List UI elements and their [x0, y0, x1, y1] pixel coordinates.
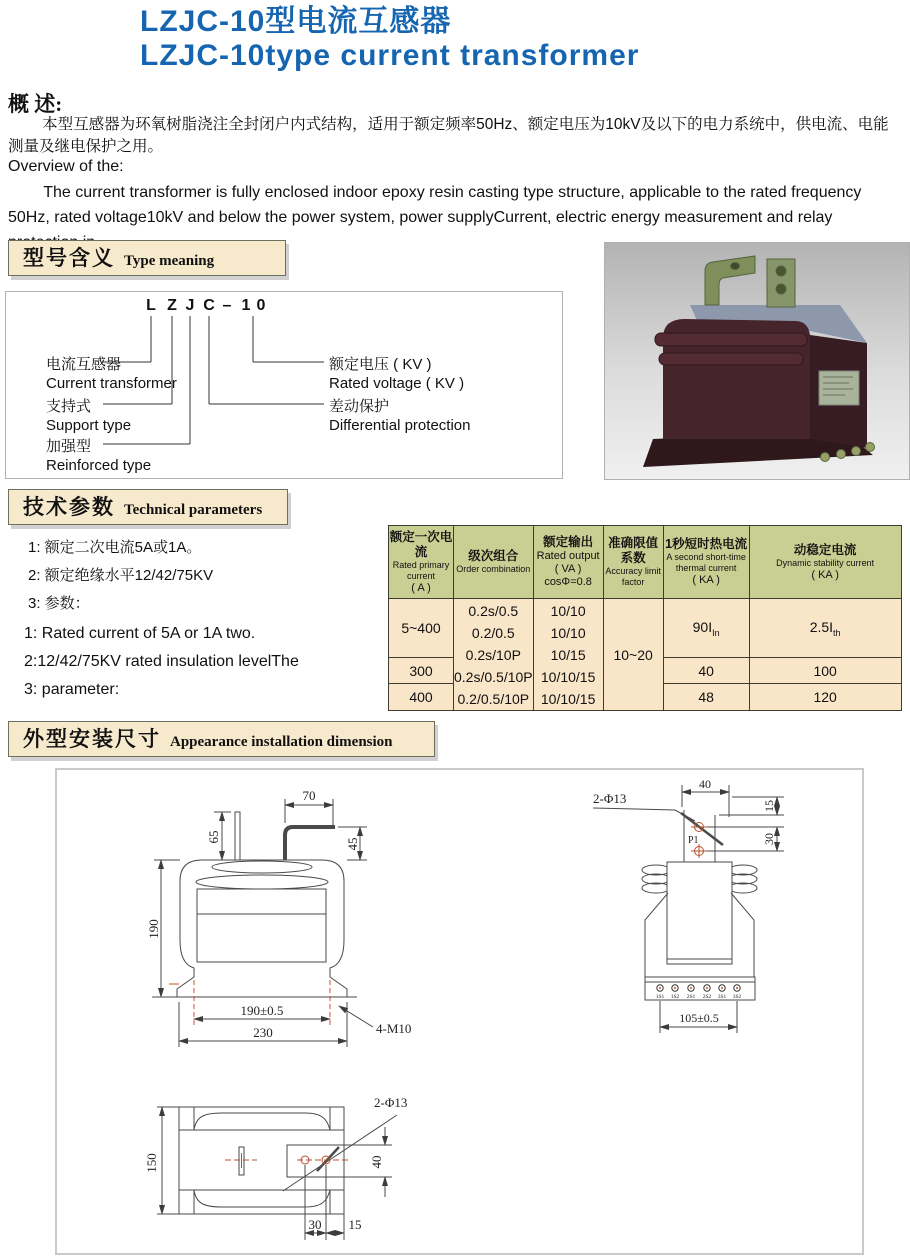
overview-zh-line: 本型互感器为环氧树脂浇注全封闭户内式结构，适用于额定频率50Hz、额定电压为10kV及以下的电力系统中，供电流、电能	[42, 116, 889, 133]
p1-label: P1	[688, 835, 699, 846]
dim-190-tol: 190±0.5	[240, 1003, 284, 1018]
cell-dynamic-current: $2.5I_{th}$	[749, 599, 901, 658]
col-header-rated-primary-current: 额定一次电流 Rated primary current ( A )	[389, 526, 454, 599]
model-label-en: Reinforced type	[46, 457, 152, 474]
model-label-zh: 电流互感器	[46, 356, 122, 373]
dim-230: 230	[253, 1025, 273, 1040]
dim-30: 30	[308, 1217, 322, 1232]
col-header-order-combination: 级次组合 Order combination	[454, 526, 534, 599]
cell-order-combinations: 0.2s/0.5 0.2/0.5 0.2s/10P 0.2s/0.5/10P 0.2/0.5/10P	[454, 599, 534, 711]
cell-dynamic-current: 100	[749, 658, 901, 684]
dim-15: 15	[348, 1217, 362, 1232]
dim-65: 65	[206, 830, 221, 844]
cell-primary-current: 400	[389, 684, 454, 711]
cell-thermal-current: 48	[663, 684, 749, 711]
model-label-en: Support type	[46, 417, 132, 434]
terminal-label: 2S1	[686, 994, 696, 1000]
section-header-type-meaning	[8, 240, 286, 276]
overview-heading-zh: 概 述:	[8, 92, 63, 116]
overview-en-line: 50Hz, rated voltage10kV and below the power system, power supplyCurrent, electric energy measurement and relay	[8, 209, 833, 226]
section-title-en: Technical parameters	[124, 502, 263, 518]
front-view-drawing	[117, 775, 477, 1065]
type-meaning-diagram	[5, 291, 563, 479]
cell-dynamic-current: 120	[749, 684, 901, 711]
note-line: 1: 额定二次电流5A或1A。	[28, 539, 202, 556]
hole-label: 2-Φ13	[593, 791, 627, 806]
cell-accuracy-limit: 10~20	[603, 599, 663, 711]
table-row	[389, 599, 902, 658]
col-header-accuracy-limit-factor: 准确限值系数 Accuracy limit factor	[603, 526, 663, 599]
section-title-en: Appearance installation dimension	[170, 734, 393, 750]
note-line: 3: parameter:	[24, 681, 120, 698]
model-char: J	[185, 297, 195, 314]
cell-primary-current: 5~400	[389, 599, 454, 658]
note-line: 2:12/42/75KV rated insulation levelThe	[24, 653, 299, 670]
product-photo	[604, 242, 910, 480]
model-label-zh: 支持式	[46, 398, 92, 415]
terminal-label: 3S1	[717, 994, 727, 1000]
technical-parameters-table	[388, 525, 902, 711]
model-label-zh: 加强型	[46, 438, 92, 455]
model-label-en: Differential protection	[329, 417, 471, 434]
dim-45: 45	[345, 837, 360, 851]
dim-190: 190	[146, 919, 161, 939]
cell-primary-current: 300	[389, 658, 454, 684]
section-header-technical-parameters	[8, 489, 288, 525]
note-line: 3: 参数：	[28, 595, 90, 612]
model-label-en: Current transformer	[46, 375, 177, 392]
model-char: –	[222, 297, 232, 314]
model-char: 0	[256, 297, 266, 314]
hole-label: 2-Φ13	[374, 1095, 408, 1110]
section-title-en: Type meaning	[124, 253, 215, 269]
col-header-thermal-current: 1秒短时热电流 A second short-time thermal current ( KA )	[663, 526, 749, 599]
model-label-zh: 额定电压 ( KV )	[329, 356, 432, 373]
overview-heading-en: Overview of the:	[8, 158, 124, 175]
model-char: Z	[167, 297, 177, 314]
bottom-view-drawing	[87, 1085, 417, 1250]
cell-rated-outputs: 10/10 10/10 10/15 10/10/15 10/10/15	[533, 599, 603, 711]
model-char: C	[203, 297, 215, 314]
terminal-label: 2S2	[702, 994, 712, 1000]
model-char: L	[146, 297, 156, 314]
secondary-terminals	[656, 985, 742, 1000]
overview-en-line: The current transformer is fully enclosed indoor epoxy resin casting type structure, applicable to the rated frequency	[43, 184, 862, 201]
dim-70: 70	[302, 788, 316, 803]
note-line: 1: Rated current of 5A or 1A two.	[24, 625, 256, 642]
terminal-label: 1S1	[655, 994, 665, 1000]
section-header-dimensions	[8, 721, 435, 757]
terminal-label: 3S2	[732, 994, 742, 1000]
col-header-rated-output: 额定输出 Rated output ( VA ) cosΦ=0.8	[533, 526, 603, 599]
dim-40: 40	[699, 777, 711, 791]
dimension-drawings	[55, 768, 864, 1255]
page-title	[140, 5, 639, 73]
model-char: 1	[241, 297, 251, 314]
dim-40: 40	[369, 1155, 384, 1169]
thread-label: 4-M10	[376, 1021, 412, 1036]
table-header-row	[389, 526, 902, 599]
transformer-photo-illustration	[605, 243, 909, 479]
terminal-label: 1S2	[670, 994, 680, 1000]
page-title-en: LZJC-10type current transformer	[140, 39, 640, 72]
nameplate	[819, 371, 859, 405]
col-header-dynamic-stability-current: 动稳定电流 Dynamic stability current ( KA )	[749, 526, 901, 599]
overview-zh-line: 测量及继电保护之用。	[8, 138, 164, 155]
note-line: 2: 额定绝缘水平12/42/75KV	[28, 567, 214, 584]
side-view-drawing	[577, 775, 817, 1045]
dim-15: 15	[762, 800, 776, 812]
dim-150: 150	[144, 1153, 159, 1173]
cell-thermal-current: $90I_{In}$	[663, 599, 749, 658]
section-title-zh: 技术参数	[23, 495, 115, 519]
section-title-zh: 外型安装尺寸	[23, 727, 161, 751]
tech-notes-en	[24, 620, 299, 704]
section-title-zh: 型号含义	[23, 246, 115, 270]
model-label-en: Rated voltage ( KV )	[329, 375, 465, 392]
model-label-zh: 差动保护	[329, 398, 390, 415]
tech-notes-zh	[28, 534, 213, 618]
overview-paragraph-zh	[8, 114, 908, 158]
cell-thermal-current: 40	[663, 658, 749, 684]
dim-30: 30	[762, 833, 776, 845]
dim-105-tol: 105±0.5	[679, 1011, 719, 1025]
page-title-zh: LZJC-10型电流互感器	[140, 5, 452, 38]
